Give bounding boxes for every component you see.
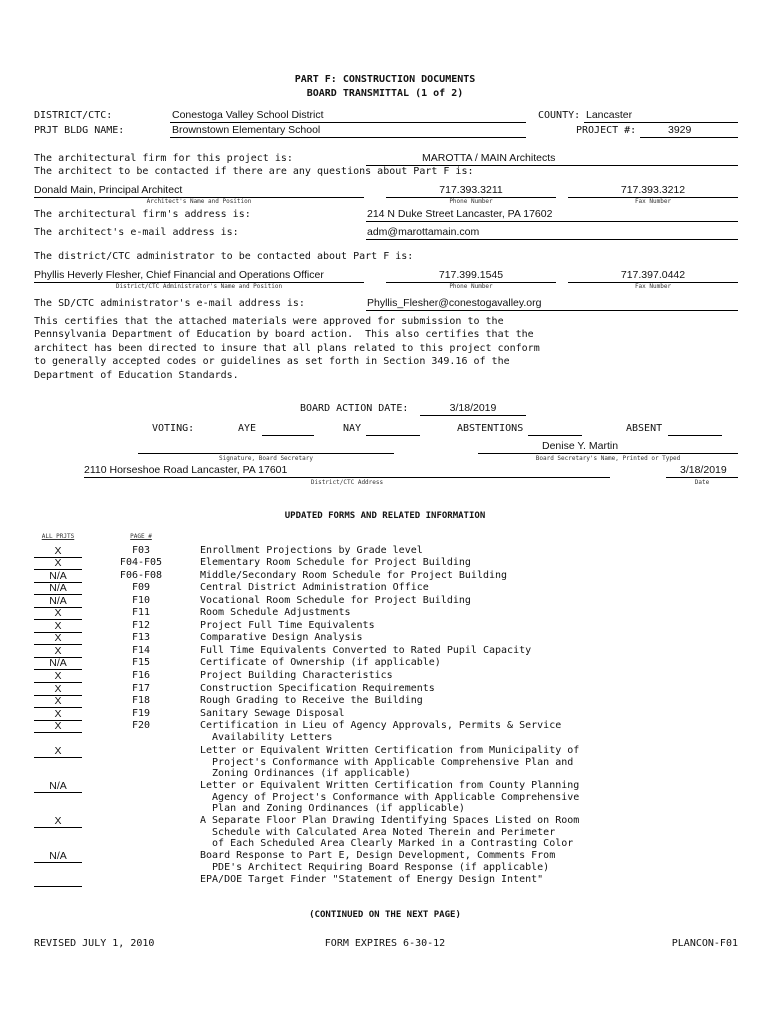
admin-contact-label: The district/CTC administrator to be contacted about Part F is: xyxy=(34,251,414,262)
architect-name-value[interactable]: Donald Main, Principal Architect xyxy=(34,184,183,196)
row-page: F16 xyxy=(131,670,151,681)
row-mark[interactable]: X xyxy=(34,557,82,570)
extra-mark[interactable] xyxy=(34,874,82,887)
district-address-underline xyxy=(84,477,610,478)
form-code: PLANCON-F01 xyxy=(671,938,738,949)
architect-phone-caption: Phone Number xyxy=(449,198,493,205)
architect-name-caption: Architect's Name and Position xyxy=(146,198,252,205)
row-mark[interactable]: N/A xyxy=(34,657,82,670)
row-page: F13 xyxy=(131,632,151,643)
form-subtitle: BOARD TRANSMITTAL (1 of 2) xyxy=(306,88,464,99)
row-desc: Enrollment Projections by Grade level xyxy=(200,545,423,556)
certification-line: This certifies that the attached materials were approved for submission to the xyxy=(34,316,504,327)
board-date-value[interactable]: 3/18/2019 xyxy=(680,464,727,476)
architect-firm-label: The architectural firm for this project is: xyxy=(34,153,293,164)
project-bldg-underline xyxy=(170,137,526,138)
architect-email-label: The architect's e-mail address is: xyxy=(34,227,239,238)
extra-mark[interactable]: N/A xyxy=(34,780,82,793)
row-page: F04-F05 xyxy=(119,557,163,568)
abstentions-label: ABSTENTIONS xyxy=(457,423,524,434)
admin-name-value[interactable]: Phyllis Heverly Flesher, Chief Financial and Operations Officer xyxy=(34,269,324,281)
row-desc: Construction Specification Requirements xyxy=(200,683,435,694)
district-label: DISTRICT/CTC: xyxy=(34,110,113,121)
architect-address-value[interactable]: 214 N Duke Street Lancaster, PA 17602 xyxy=(367,208,553,220)
row-desc: Full Time Equivalents Converted to Rated Pupil Capacity xyxy=(200,645,532,656)
row-mark[interactable]: X xyxy=(34,670,82,683)
row-mark[interactable]: X xyxy=(34,708,82,721)
board-date-caption: Date xyxy=(694,479,710,486)
row-desc: Project Full Time Equivalents xyxy=(200,620,375,631)
aye-label: AYE xyxy=(238,423,257,434)
architect-fax-value[interactable]: 717.393.3212 xyxy=(620,184,686,196)
row-mark[interactable]: X xyxy=(34,695,82,708)
admin-email-label: The SD/CTC administrator's e-mail address is: xyxy=(34,298,305,309)
row-mark[interactable]: X xyxy=(34,545,82,558)
admin-name-caption: District/CTC Administrator's Name and Position xyxy=(115,283,283,290)
secretary-name-underline xyxy=(478,453,738,454)
project-number-value[interactable]: 3929 xyxy=(668,124,692,136)
row-page: F10 xyxy=(131,595,151,606)
signature-caption: Signature, Board Secretary xyxy=(219,455,313,462)
row-page: F12 xyxy=(131,620,151,631)
admin-phone-value[interactable]: 717.399.1545 xyxy=(438,269,504,281)
absent-underline[interactable] xyxy=(668,435,722,436)
project-number-label: PROJECT #: xyxy=(576,125,637,136)
row-desc: Middle/Secondary Room Schedule for Project Building xyxy=(200,570,508,581)
district-address-value[interactable]: 2110 Horseshoe Road Lancaster, PA 17601 xyxy=(84,464,288,476)
row-desc: Central District Administration Office xyxy=(200,582,429,593)
row-page: F11 xyxy=(131,607,151,618)
forms-heading: UPDATED FORMS AND RELATED INFORMATION xyxy=(284,511,486,521)
county-underline xyxy=(584,122,738,123)
row-desc: Rough Grading to Receive the Building xyxy=(200,695,423,706)
row-mark[interactable]: X xyxy=(34,620,82,633)
certification-line: architect has been directed to insure that all plans related to this project conform xyxy=(34,342,540,354)
project-bldg-value[interactable]: Brownstown Elementary School xyxy=(172,124,321,136)
abstentions-underline[interactable] xyxy=(528,435,582,436)
board-action-date-label: BOARD ACTION DATE: xyxy=(300,403,409,414)
row-desc: Elementary Room Schedule for Project Building xyxy=(200,557,471,568)
certification-line: Department of Education Standards. xyxy=(34,369,239,381)
extra-desc: EPA/DOE Target Finder "Statement of Energy Design Intent" xyxy=(200,874,544,885)
row-page: F20 xyxy=(131,720,151,731)
admin-phone-caption: Phone Number xyxy=(449,283,493,290)
project-bldg-label: PRJT BLDG NAME: xyxy=(34,125,125,136)
form-expires: FORM EXPIRES 6-30-12 xyxy=(324,938,446,949)
certification-line: Pennsylvania Department of Education by board action. This also certifies that the xyxy=(34,329,534,341)
extra-mark[interactable]: N/A xyxy=(34,850,82,863)
row-page: F18 xyxy=(131,695,151,706)
secretary-name-caption: Board Secretary's Name, Printed or Typed xyxy=(535,455,681,462)
row-desc: Vocational Room Schedule for Project Building xyxy=(200,595,471,606)
row-desc: Certification in Lieu of Agency Approvals, Permits & Service Availability Letters xyxy=(200,720,562,743)
col-all-projects-header: ALL PRJTS xyxy=(41,533,75,540)
row-mark[interactable]: X xyxy=(34,720,82,733)
certification-line: to generally accepted codes or guidelines as set forth in Section 349.16 of the xyxy=(34,356,510,368)
extra-desc: Letter or Equivalent Written Certification from County Planning Agency of Project's Conformance with Applicable Comprehensive Plan and Zoning Ordinances (if applicable) xyxy=(200,780,580,815)
admin-fax-value[interactable]: 717.397.0442 xyxy=(620,269,686,281)
aye-underline[interactable] xyxy=(262,435,314,436)
extra-desc: Letter or Equivalent Written Certification from Municipality of Project's Conformance with Applicable Comprehensive Plan and Zoning Ordinances (if applicable) xyxy=(200,745,580,780)
secretary-name-value[interactable]: Denise Y. Martin xyxy=(542,440,619,452)
board-action-date-value[interactable]: 3/18/2019 xyxy=(449,402,497,414)
row-mark[interactable]: N/A xyxy=(34,595,82,608)
extra-mark[interactable]: X xyxy=(34,745,82,758)
admin-fax-caption: Fax Number xyxy=(634,283,672,290)
architect-email-value[interactable]: adm@marottamain.com xyxy=(367,226,480,238)
project-number-underline xyxy=(640,137,738,138)
admin-email-underline xyxy=(366,310,738,311)
row-mark[interactable]: N/A xyxy=(34,570,82,583)
row-page: F09 xyxy=(131,582,151,593)
row-mark[interactable]: X xyxy=(34,632,82,645)
district-underline xyxy=(170,122,526,123)
district-address-caption: District/CTC Address xyxy=(310,479,384,486)
extra-desc: Board Response to Part E, Design Development, Comments From PDE's Architect Requiring Board Response (if applicable) xyxy=(200,850,556,873)
county-label: COUNTY: xyxy=(538,110,581,121)
row-mark[interactable]: N/A xyxy=(34,582,82,595)
row-desc: Sanitary Sewage Disposal xyxy=(200,708,345,719)
architect-address-label: The architectural firm's address is: xyxy=(34,209,251,220)
row-mark[interactable]: X xyxy=(34,683,82,696)
row-page: F19 xyxy=(131,708,151,719)
continued-note: (CONTINUED ON THE NEXT PAGE) xyxy=(309,910,461,920)
row-page: F03 xyxy=(131,545,151,556)
revised-date: REVISED JULY 1, 2010 xyxy=(34,938,155,949)
row-desc: Project Building Characteristics xyxy=(200,670,393,681)
extra-desc: A Separate Floor Plan Drawing Identifying Spaces Listed on Room Schedule with Calculated Area Noted Therein and Perimeter of Each Scheduled Area Clearly Marked in a Contrasting Color xyxy=(200,815,580,850)
row-page: F06-F08 xyxy=(119,570,163,581)
board-date-underline xyxy=(666,477,738,478)
board-action-date-underline xyxy=(420,415,526,416)
county-value[interactable]: Lancaster xyxy=(586,109,633,121)
architect-phone-value[interactable]: 717.393.3211 xyxy=(439,184,503,196)
row-desc: Comparative Design Analysis xyxy=(200,632,363,643)
architect-firm-value[interactable]: MAROTTA / MAIN Architects xyxy=(422,152,556,164)
absent-label: ABSENT xyxy=(626,423,663,434)
row-mark[interactable]: X xyxy=(34,645,82,658)
row-page: F17 xyxy=(131,683,151,694)
voting-label: VOTING: xyxy=(152,423,195,434)
admin-email-value[interactable]: Phyllis_Flesher@conestogavalley.org xyxy=(367,297,542,309)
architect-email-underline xyxy=(366,239,738,240)
row-mark[interactable]: X xyxy=(34,607,82,620)
nay-underline[interactable] xyxy=(366,435,420,436)
architect-fax-caption: Fax Number xyxy=(634,198,672,205)
extra-mark[interactable]: X xyxy=(34,815,82,828)
certification-paragraph xyxy=(34,315,540,382)
form-part-title: PART F: CONSTRUCTION DOCUMENTS xyxy=(294,74,476,85)
row-page: F15 xyxy=(131,657,151,668)
col-page-header: PAGE # xyxy=(130,533,152,540)
nay-label: NAY xyxy=(343,423,362,434)
row-desc: Certificate of Ownership (if applicable) xyxy=(200,657,441,668)
row-desc: Room Schedule Adjustments xyxy=(200,607,351,618)
district-value[interactable]: Conestoga Valley School District xyxy=(172,109,324,121)
architect-contact-label: The architect to be contacted if there are any questions about Part F is: xyxy=(34,166,474,177)
row-page: F14 xyxy=(131,645,151,656)
architect-address-underline xyxy=(366,221,738,222)
signature-underline[interactable] xyxy=(138,453,394,454)
